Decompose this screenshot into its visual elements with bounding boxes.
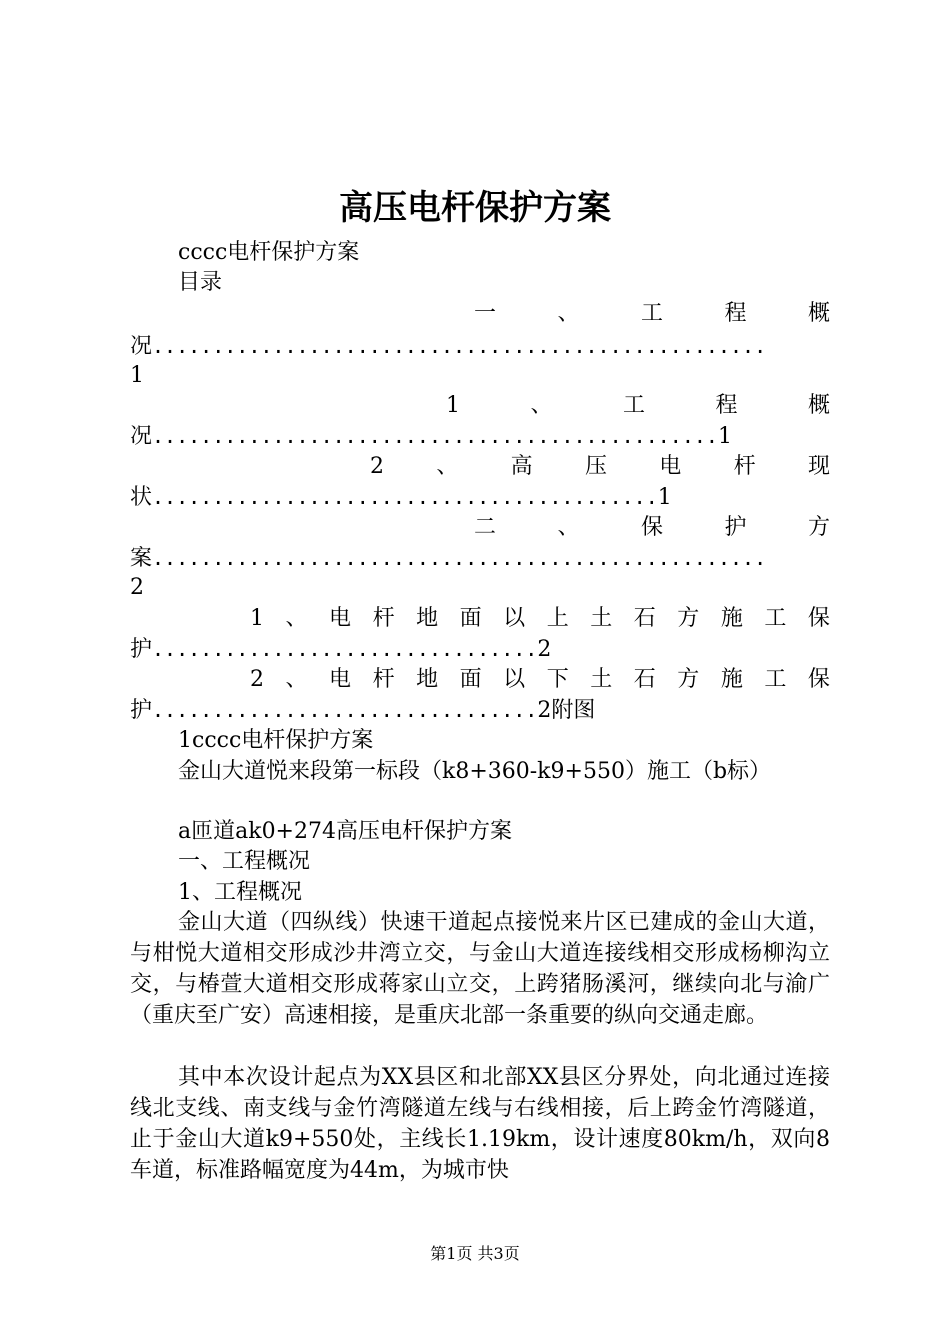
paragraph-1: 金山大道（四纵线）快速干道起点接悦来片区已建成的金山大道，与柑悦大道相交形成沙井湾立交，与金山大道连接线相交形成杨柳沟立交，与椿萱大道相交形成蒋家山立交，上跨猪肠溪河，继续向北与渝广（重庆至广安）高速相接，是重庆北部一条重要的纵向交通走廊。 [130,910,830,1028]
section-heading-1: 一、工程概况 [178,849,311,874]
toc-heading: 目录 [178,270,223,295]
toc-entry-2-leader: 况...............................................1 [130,424,732,449]
toc-entry-6-label[interactable]: 2 、 电 杆 地 面 以 下 土 石 方 施 工 保 [250,667,830,692]
toc-entry-4-leader: 案................................................... [130,546,767,571]
toc-entry-2-label[interactable]: 1 、 工 程 概 [446,393,830,418]
toc-entry-3-leader: 状..........................................1 [130,485,672,510]
toc-entry-1-label[interactable]: 一 、 工 程 概 [474,301,830,326]
toc-entry-5-leader: 护................................2 [130,637,552,662]
toc-entry-3-label[interactable]: 2 、 高 压 电 杆 现 [370,454,830,479]
project-line: 金山大道悦来段第一标段（k8+360-k9+550）施工（b标） [178,759,772,784]
paragraph-2: 其中本次设计起点为XX县区和北部XX县区分界处，向北通过连接线北支线、南支线与金竹湾隧道左线与右线相接，后上跨金竹湾隧道，止于金山大道k9+550处，主线长1.19km，设计速度80km/h，双向8车道，标准路幅宽度为44m，为城市快 [130,1065,830,1183]
toc-entry-1-page: 1 [130,363,144,388]
toc-entry-6-leader: 护................................2附图 [130,698,596,723]
page-footer: 第1页 共3页 [430,1244,520,1263]
toc-entry-4-page: 2 [130,575,144,600]
toc-entry-4-label[interactable]: 二 、 保 护 方 [474,515,830,540]
ramp-line: a匝道ak0+274高压电杆保护方案 [178,819,512,844]
toc-entry-1-leader: 况................................................... [130,334,767,359]
document-title: 高压电杆保护方案 [339,188,611,228]
subtitle: cccc电杆保护方案 [178,240,360,265]
section-heading-1-1: 1、工程概况 [178,880,302,905]
toc-entry-5-label[interactable]: 1 、 电 杆 地 面 以 上 土 石 方 施 工 保 [250,606,830,631]
plan-title-line: 1cccc电杆保护方案 [178,728,374,753]
